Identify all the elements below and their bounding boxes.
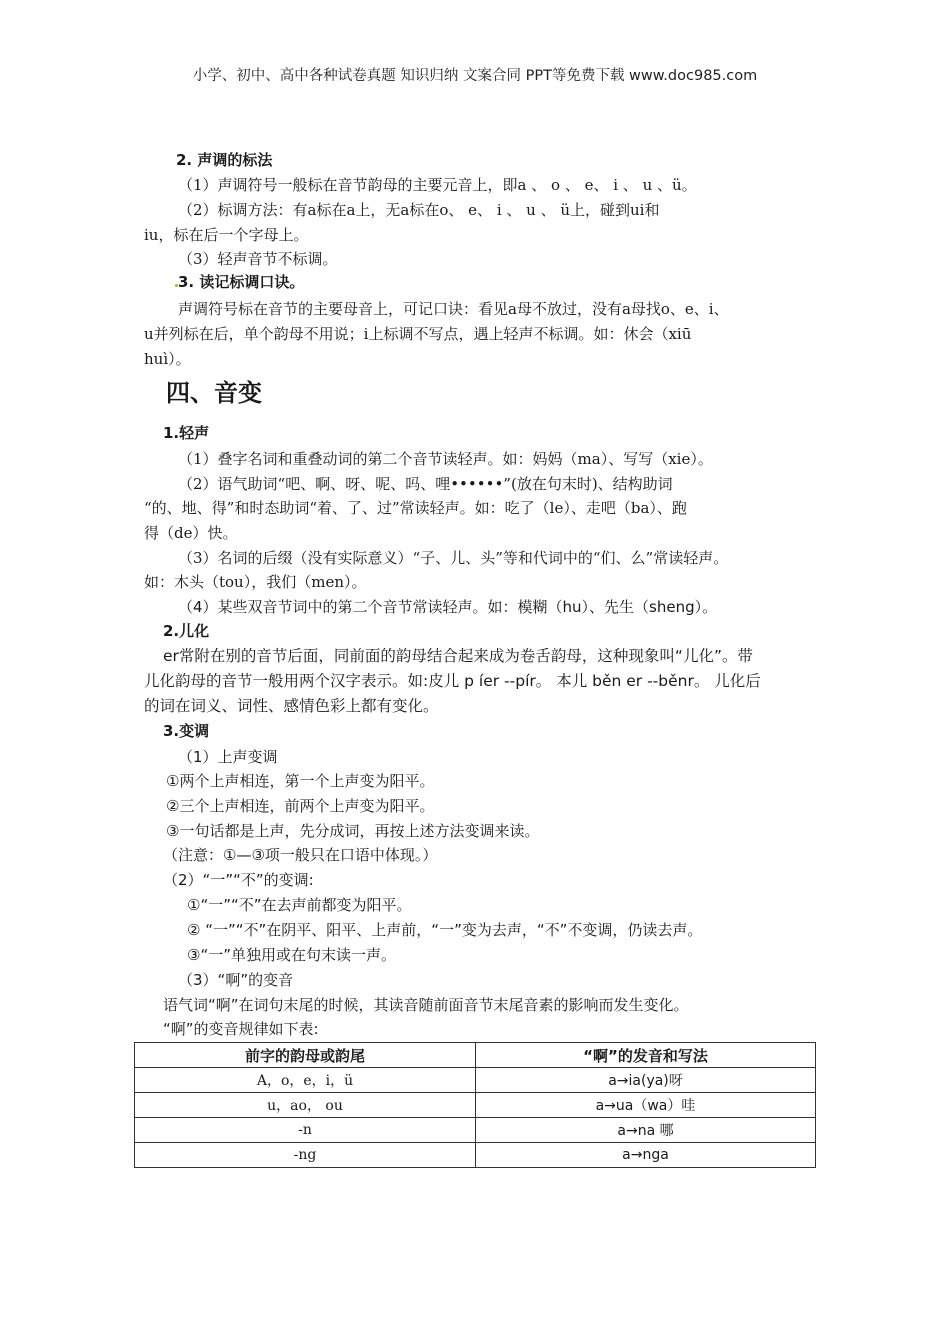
tone-change-sub1: （1）上声变调	[178, 748, 278, 766]
tone-mark-p2-line2: iu，标在后一个字母上。	[144, 226, 309, 244]
neutral-p2-line1: （2）语气助词“吧、啊、呀、呢、吗、哩••••••”(放在句末时)、结构助词	[178, 475, 673, 493]
tone-mark-p3: （3）轻声音节不标调。	[178, 250, 338, 268]
table-cell: a→na 哪	[476, 1118, 816, 1143]
table-cell: a→ia(ya)呀	[476, 1068, 816, 1093]
table-header-row	[135, 1043, 816, 1068]
yi-bu-rule3: ③“一”单独用或在句末读一声。	[187, 946, 396, 964]
a-change-table	[134, 1042, 816, 1168]
table-cell: u，ao， ou	[135, 1093, 476, 1118]
page-header: 小学、初中、高中各种试卷真题 知识归纳 文案合同 PPT等免费下载 www.doc985.com	[192, 68, 758, 84]
a-change-intro: “啊”的变音规律如下表:	[163, 1020, 319, 1038]
tone-mark-p2-line1: （2）标调方法：有a标在a上，无a标在o、 e、 i 、 u 、 ü上，碰到ui和	[178, 201, 660, 219]
table-cell: -n	[135, 1118, 476, 1143]
tone-mark-p1: （1）声调符号一般标在音节韵母的主要元音上，即a 、 o 、 e、 i 、 u 、ü。	[178, 176, 697, 194]
neutral-p4: （4）某些双音节词中的第二个音节常读轻声。如：模糊（hu）、先生（sheng）。	[178, 598, 718, 616]
neutral-p2-line3: 得（de）快。	[144, 524, 238, 542]
table-cell: -ng	[135, 1143, 476, 1168]
neutral-p2-line2: “的、地、得”和时态助词“着、了、过”常读轻声。如：吃了（le）、走吧（ba）、跑	[144, 499, 687, 517]
yi-bu-rule2: ② “一”“不”在阴平、阳平、上声前，“一”变为去声，“不”不变调，仍读去声。	[187, 921, 703, 939]
erhua-line2: 儿化韵母的音节一般用两个汉字表示。如:皮儿 p íer --pír。 本儿 běn er --běnr。 儿化后	[144, 672, 761, 690]
tone-change-heading: 3.变调	[163, 722, 210, 740]
neutral-p1: （1）叠字名词和重叠动词的第二个音节读轻声。如：妈妈（ma）、写写（xie）。	[178, 450, 713, 468]
tone-change-sub2: （2）“一”“不”的变调:	[163, 871, 314, 889]
tone-change-rule1: ①两个上声相连，第一个上声变为阳平。	[166, 772, 435, 790]
table-row	[135, 1068, 816, 1093]
table-cell: A，o，e，i，ü	[135, 1068, 476, 1093]
erhua-line1: er常附在别的音节后面，同前面的韵母结合起来成为卷舌韵母，这种现象叫“儿化”。带	[163, 647, 753, 665]
table-header-cell: “啊”的发音和写法	[476, 1043, 816, 1068]
tone-change-note: （注意：①—③项一般只在口语中体现。）	[163, 846, 438, 864]
table-row	[135, 1143, 816, 1168]
mnemonic-heading: 3. 读记标调口诀。	[178, 273, 305, 291]
tone-change-sub3: （3）“啊”的变音	[178, 971, 294, 989]
neutral-p3-line2: 如：木头（tou），我们（men）。	[144, 573, 367, 591]
mnemonic-line1: 声调符号标在音节的主要母音上，可记口诀：看见a母不放过，没有a母找o、e、i、	[178, 300, 729, 318]
table-row	[135, 1093, 816, 1118]
neutral-p3-line1: （3）名词的后缀（没有实际意义）“子、儿、头”等和代词中的“们、么”常读轻声。	[178, 549, 729, 567]
table-cell: a→ua（wa）哇	[476, 1093, 816, 1118]
mnemonic-line3: huì）。	[144, 350, 191, 368]
tone-mark-heading: 2. 声调的标法	[176, 151, 273, 169]
table-header-cell: 前字的韵母或韵尾	[135, 1043, 476, 1068]
erhua-heading: 2.儿化	[163, 622, 210, 640]
tone-change-rule3: ③一句话都是上声，先分成词，再按上述方法变调来读。	[166, 822, 540, 840]
mnemonic-line2: u并列标在后，单个韵母不用说；i上标调不写点，遇上轻声不标调。如：休会（xiū	[144, 325, 692, 343]
section-title: 四、音变	[166, 379, 262, 407]
a-change-description: 语气词“啊”在词句末尾的时候，其读音随前面音节末尾音素的影响而发生变化。	[163, 996, 689, 1014]
table-row	[135, 1118, 816, 1143]
erhua-line3: 的词在词义、词性、感情色彩上都有变化。	[144, 697, 439, 715]
table-cell: a→nga	[476, 1143, 816, 1168]
tone-change-rule2: ②三个上声相连，前两个上声变为阳平。	[166, 797, 435, 815]
yi-bu-rule1: ①“一”“不”在去声前都变为阳平。	[187, 896, 412, 914]
neutral-heading: 1.轻声	[163, 424, 210, 442]
